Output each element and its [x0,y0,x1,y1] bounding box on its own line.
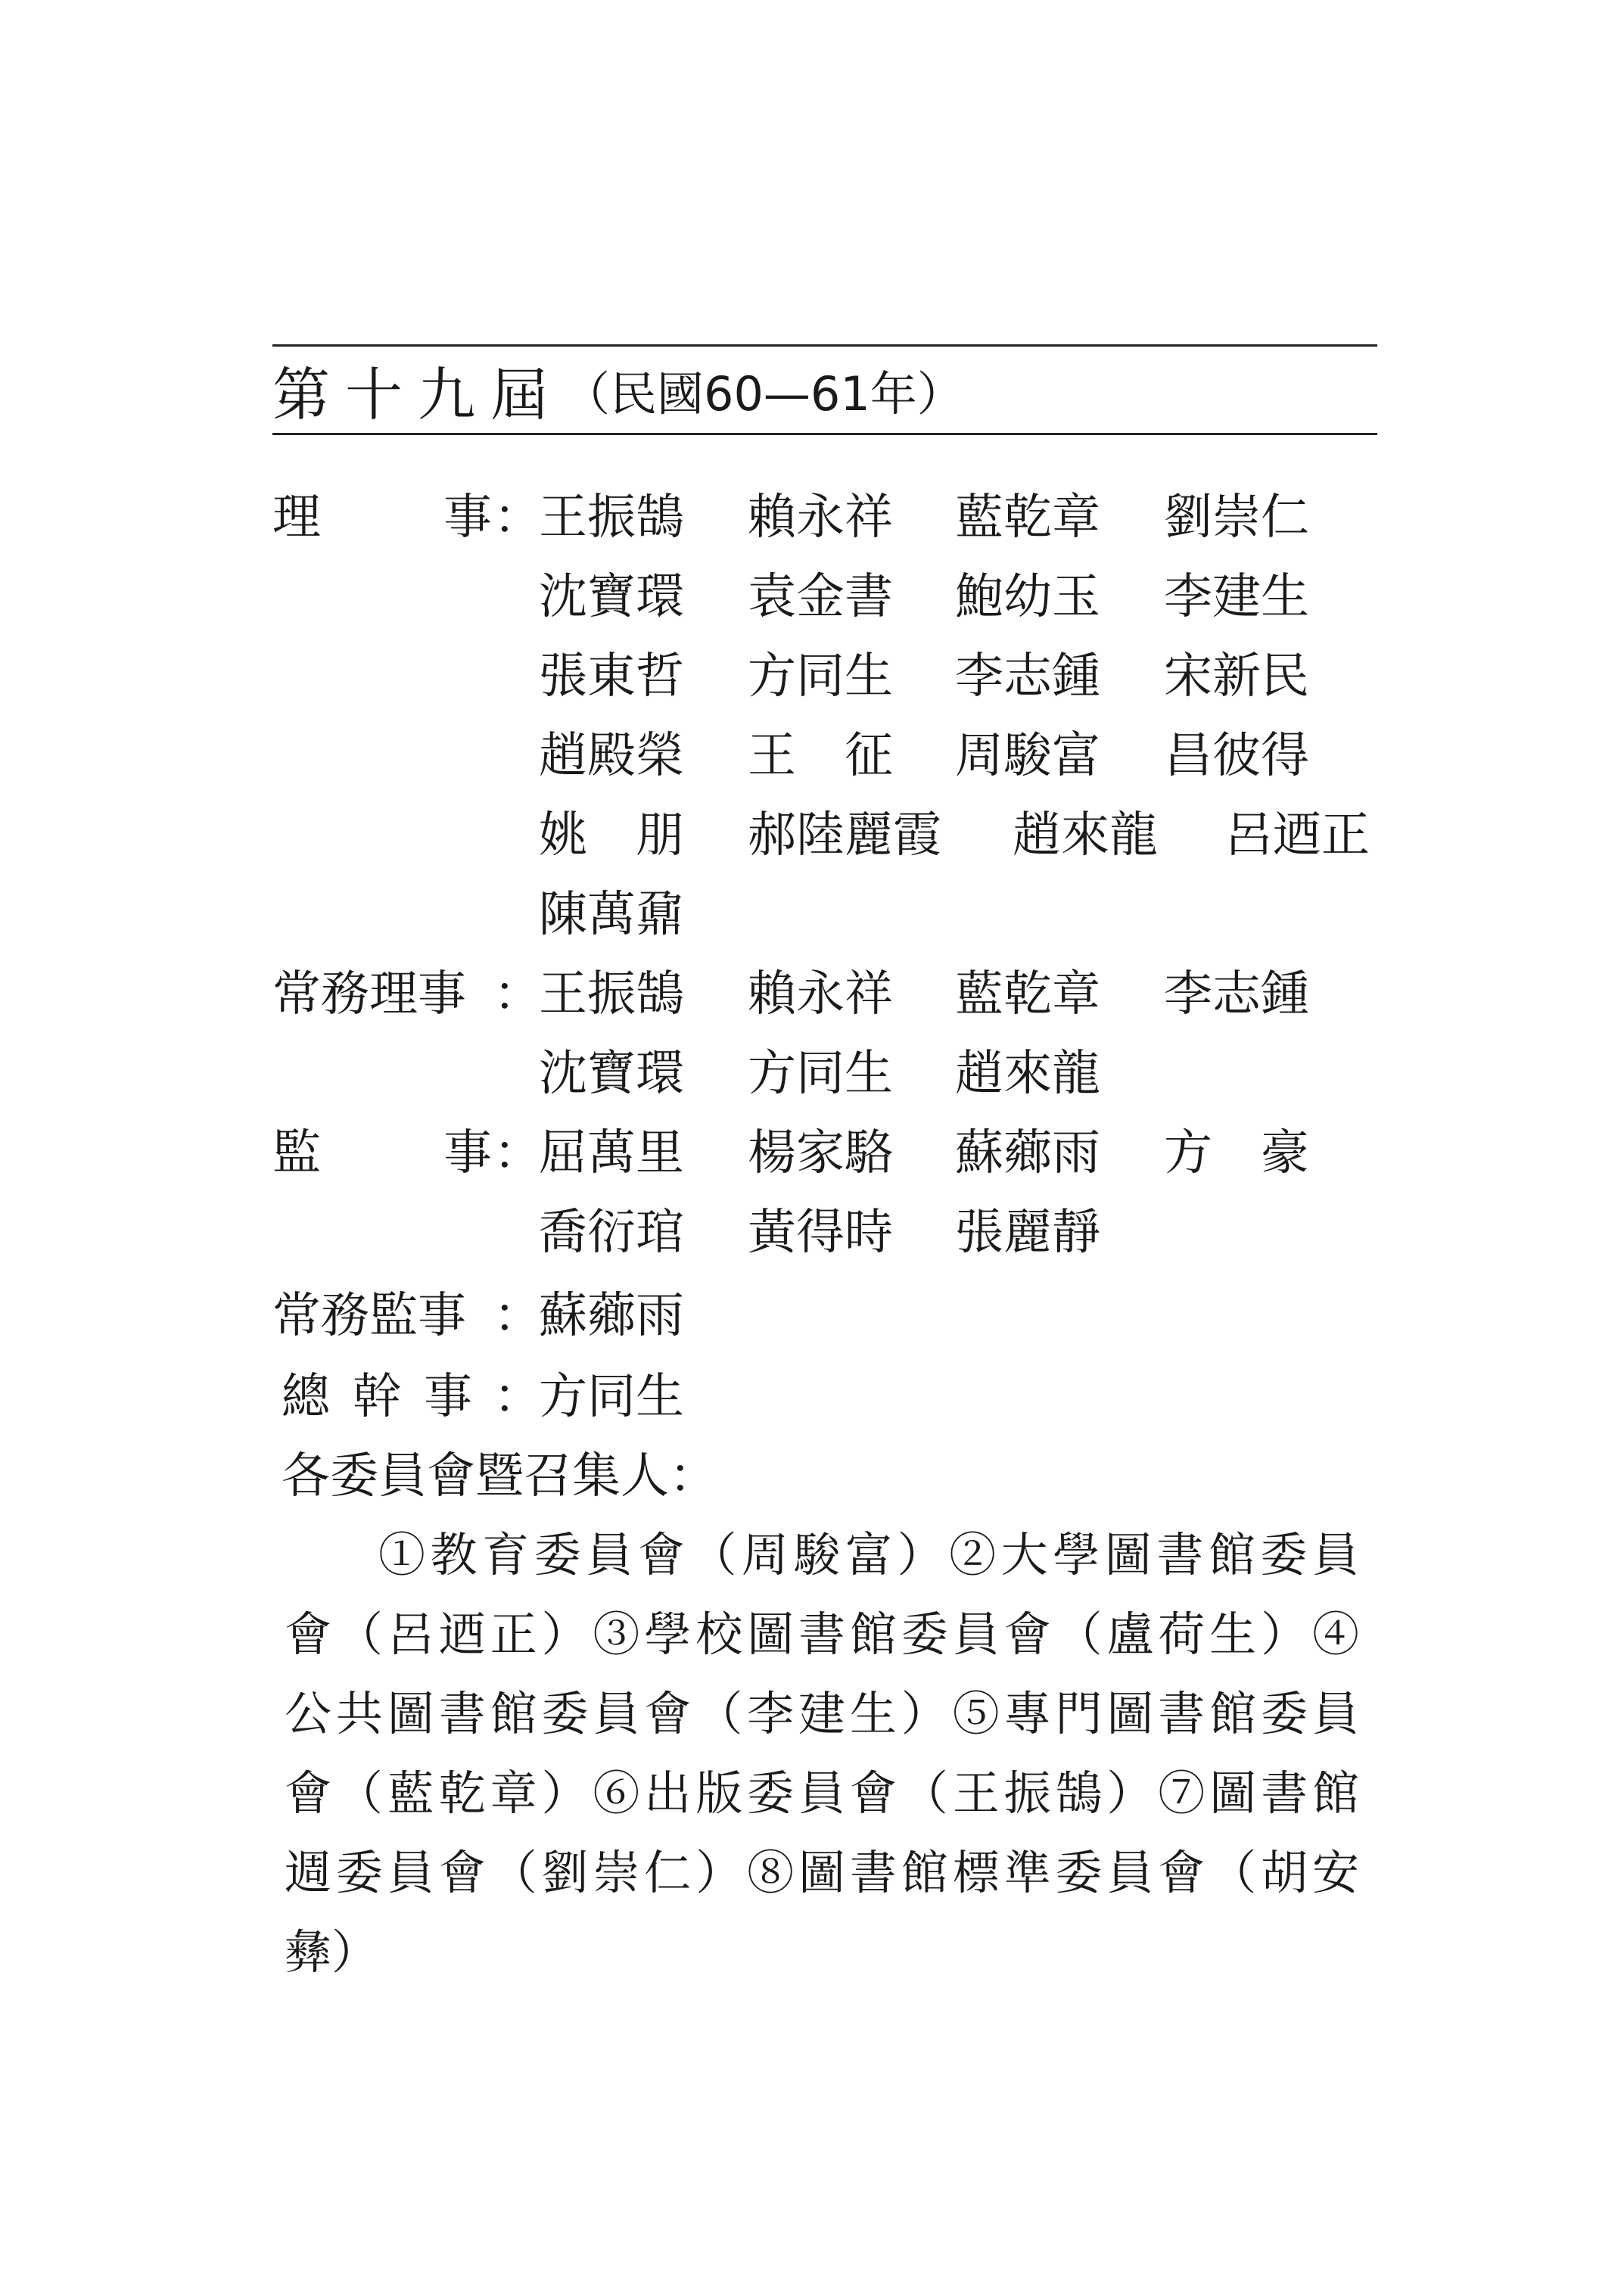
director-name: 陳萬鼐 [539,887,684,943]
supervisors-label: 監 事 [272,1125,492,1181]
term-period: （民國60—61年） [563,366,964,422]
standing-director-name: 藍乾章 [955,966,1100,1022]
committees-line-4: 會（藍乾章）⑥出版委員會（王振鵠）⑦圖書館 [285,1766,1359,1821]
director-name: 王 征 [748,728,893,784]
standing-director-name: 趙來龍 [955,1046,1100,1102]
committees-label: 各委員會暨召集人： [282,1448,717,1504]
standing-director-name: 賴永祥 [748,966,893,1022]
standing-directors-colon: ： [493,966,542,1022]
director-name: 張東哲 [539,649,684,705]
standing-supervisor-row [0,1274,1624,1349]
director-name: 鮑幼玉 [955,569,1100,625]
standing-director-name: 沈寶環 [539,1046,684,1102]
directors-colon: ： [493,490,542,546]
director-name: 姚 朋 [539,807,684,863]
director-name: 郝陸麗霞 [748,807,941,863]
director-name: 藍乾章 [955,490,1100,546]
committees-line-6: 彝） [285,1924,379,1980]
supervisors-row-2 [0,1190,1624,1266]
director-name: 王振鵠 [539,490,684,546]
standing-supervisor-label: 常務監事 [272,1288,466,1344]
supervisor-name: 蘇薌雨 [955,1125,1100,1181]
committees-line-5: 週委員會（劉崇仁）⑧圖書館標準委員會（胡安 [285,1845,1359,1900]
director-name: 方同生 [748,649,893,705]
heading-bottom-rule [272,433,1377,435]
director-name: 李志鍾 [955,649,1100,705]
standing-director-name: 李志鍾 [1164,966,1309,1022]
director-name: 袁金書 [748,569,893,625]
committees-heading-row [0,1434,1624,1510]
directors-row-5 [0,793,1624,869]
term-title: 第十九屆 [272,360,563,428]
director-name: 李建生 [1164,569,1309,625]
committees-line-2: 會（呂迺正）③學校圖書館委員會（盧荷生）④ [285,1607,1359,1662]
standing-director-name: 王振鵠 [539,966,684,1022]
director-name: 周駿富 [955,728,1100,784]
directors-row-3 [0,634,1624,710]
supervisor-name: 方 豪 [1164,1125,1309,1181]
supervisors-row-1 [0,1111,1624,1187]
standing-supervisor-colon: ： [493,1288,542,1344]
supervisor-name: 黃得時 [748,1205,893,1261]
directors-row-4 [0,714,1624,789]
supervisor-name: 楊家駱 [748,1125,893,1181]
committees-line-3: 公共圖書館委員會（李建生）⑤專門圖書館委員 [285,1686,1359,1741]
directors-row-2 [0,555,1624,630]
director-name: 賴永祥 [748,490,893,546]
director-name: 昌彼得 [1164,728,1309,784]
director-name: 沈寶環 [539,569,684,625]
secretary-general-label: 總幹事 [282,1369,495,1425]
supervisor-name: 喬衍琯 [539,1205,684,1261]
director-name: 呂迺正 [1224,807,1370,863]
committees-line-1: ①教育委員會（周駿富）②大學圖書館委員 [378,1527,1359,1582]
secretary-general-name: 方同生 [539,1369,684,1425]
section-heading [272,356,1377,428]
directors-row-1 [0,475,1624,551]
supervisor-name: 張麗靜 [955,1205,1100,1261]
directors-label: 理 事 [272,490,492,546]
director-name: 宋新民 [1164,649,1309,705]
standing-directors-row-2 [0,1031,1624,1107]
secretary-general-colon: ： [493,1369,542,1425]
standing-directors-label: 常務理事 [272,966,466,1022]
director-name: 趙來龍 [1013,807,1158,863]
supervisor-name: 屈萬里 [539,1125,684,1181]
directors-row-6 [0,873,1624,948]
standing-director-name: 方同生 [748,1046,893,1102]
director-name: 趙殿榮 [539,728,684,784]
standing-directors-row-1 [0,952,1624,1028]
supervisors-colon: ： [493,1125,542,1181]
heading-top-rule [272,344,1377,347]
director-name: 劉崇仁 [1164,490,1309,546]
secretary-general-row [0,1355,1624,1430]
standing-supervisor-name: 蘇薌雨 [539,1288,684,1344]
